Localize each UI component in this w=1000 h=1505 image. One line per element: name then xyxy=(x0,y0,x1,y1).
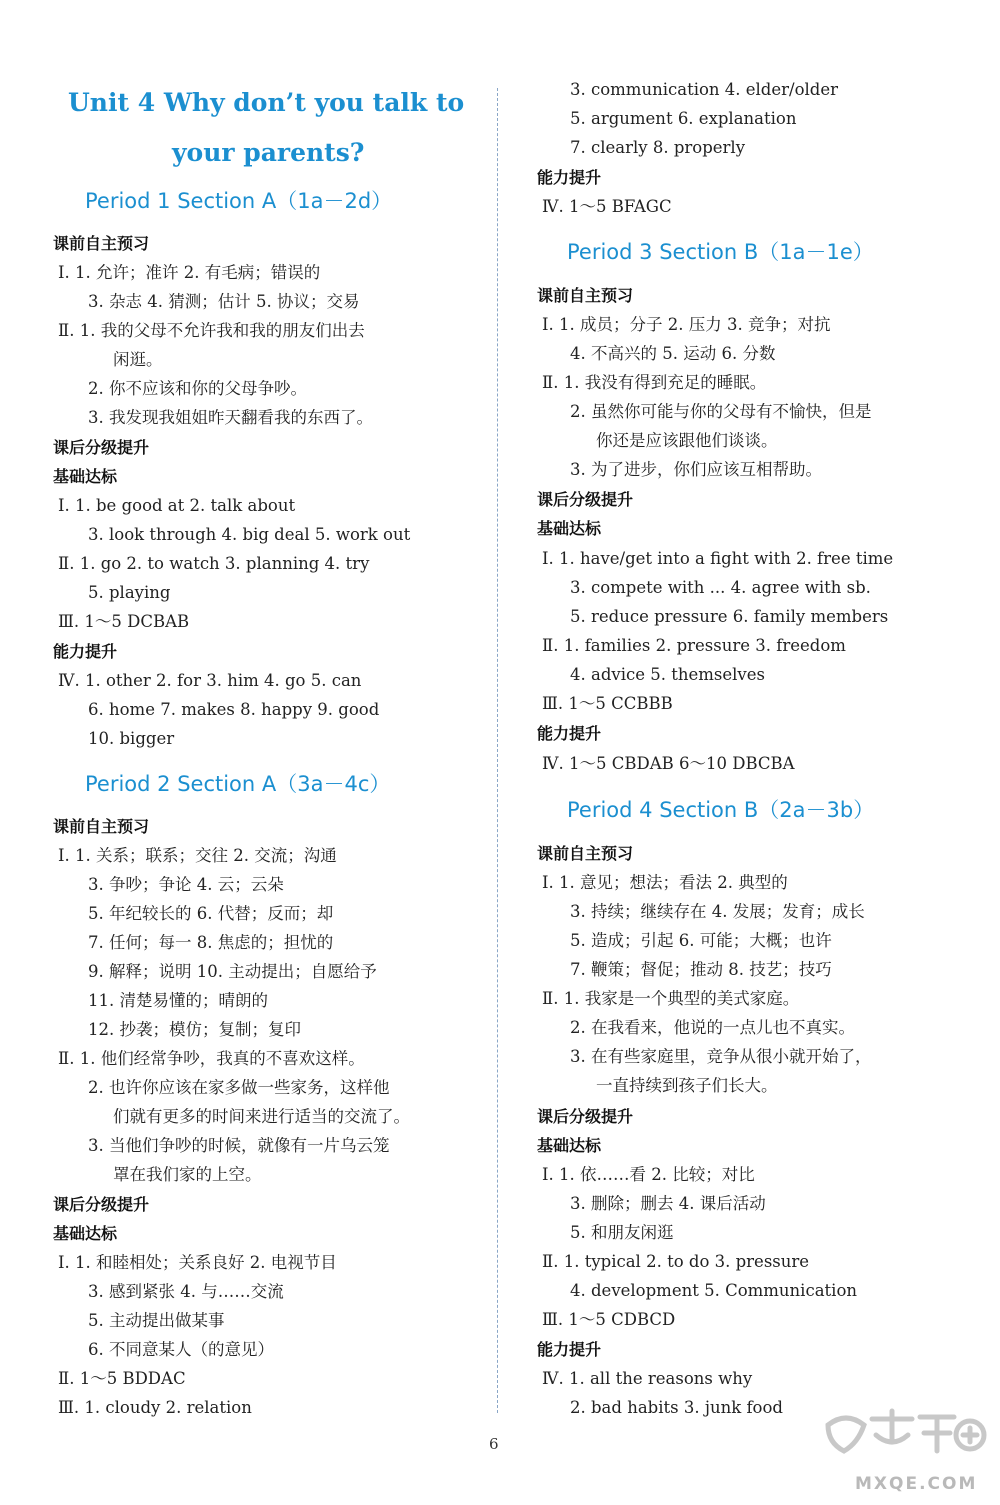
answer-line: 罩在我们家的上空。 xyxy=(113,1165,262,1184)
ability-heading: 能力提升 xyxy=(537,1340,602,1359)
answer-line: 7. 任何；每一 8. 焦虑的；担忧的 xyxy=(88,933,334,952)
answer-line: 3. compete with ... 4. agree with sb. xyxy=(570,578,871,597)
answer-line: 3. 我发现我姐姐昨天翻看我的东西了。 xyxy=(88,408,373,427)
answer-line: 7. clearly 8. properly xyxy=(570,138,746,157)
answer-line: 6. home 7. makes 8. happy 9. good xyxy=(88,700,380,719)
answer-line: 2. 你不应该和你的父母争吵。 xyxy=(88,379,307,398)
answer-line: 3. 持续；继续存在 4. 发展；发育；成长 xyxy=(570,902,865,921)
answer-line: 3. 在有些家庭里，竞争从很小就开始了， xyxy=(570,1047,872,1066)
answer-line: 闲逛。 xyxy=(113,350,163,369)
practice-heading: 课后分级提升 xyxy=(53,438,150,457)
unit-title-line-1: Unit 4 Why don’t you talk to xyxy=(68,88,465,117)
answer-line: 一直持续到孩子们长大。 xyxy=(596,1076,778,1095)
ability-heading: 能力提升 xyxy=(537,168,602,187)
answer-line: Ⅱ. 1. 他们经常争吵，我真的不喜欢这样。 xyxy=(58,1049,365,1068)
column-divider xyxy=(497,88,498,1413)
answer-line: Ⅰ. 1. 和睦相处；关系良好 2. 电视节目 xyxy=(58,1253,337,1272)
answer-line: 2. bad habits 3. junk food xyxy=(570,1398,783,1417)
answer-line: 5. argument 6. explanation xyxy=(570,109,797,128)
answer-line: Ⅳ. 1～5 CBDAB 6～10 DBCBA xyxy=(542,754,795,773)
answer-line: Ⅱ. 1～5 BDDAC xyxy=(58,1369,186,1388)
preview-heading: 课前自主预习 xyxy=(53,817,150,836)
period-3-title: Period 3 Section B（1a－1e） xyxy=(567,240,874,264)
watermark-text: MXQE.COM xyxy=(855,1474,978,1494)
basic-heading: 基础达标 xyxy=(53,1224,118,1243)
answer-line: 3. 当他们争吵的时候，就像有一片乌云笼 xyxy=(88,1136,390,1155)
answer-line: Ⅰ. 1. be good at 2. talk about xyxy=(58,496,296,515)
answer-line: 9. 解释；说明 10. 主动提出；自愿给予 xyxy=(88,962,377,981)
answer-line: 3. communication 4. elder/older xyxy=(570,80,839,99)
answer-line: 7. 鞭策；督促；推动 8. 技艺；技巧 xyxy=(570,960,832,979)
answer-line: 3. 感到紧张 4. 与……交流 xyxy=(88,1282,284,1301)
basic-heading: 基础达标 xyxy=(537,1136,602,1155)
answer-line: 10. bigger xyxy=(88,729,175,748)
preview-heading: 课前自主预习 xyxy=(537,844,634,863)
answer-line: Ⅱ. 1. go 2. to watch 3. planning 4. try xyxy=(58,554,370,573)
answer-line: Ⅰ. 1. 关系；联系；交往 2. 交流；沟通 xyxy=(58,846,337,865)
practice-heading: 课后分级提升 xyxy=(537,490,634,509)
page-number: 6 xyxy=(489,1435,499,1453)
answer-line: 12. 抄袭；模仿；复制；复印 xyxy=(88,1020,301,1039)
answer-line: 4. development 5. Communication xyxy=(570,1281,858,1300)
answer-line: Ⅰ. 1. 允许；准许 2. 有毛病；错误的 xyxy=(58,263,321,282)
answer-line: Ⅲ. 1～5 DCBAB xyxy=(58,612,190,631)
period-2-title: Period 2 Section A（3a－4c） xyxy=(85,772,391,796)
answer-line: Ⅲ. 1～5 CDBCD xyxy=(542,1310,676,1329)
preview-heading: 课前自主预习 xyxy=(53,234,150,253)
answer-line: Ⅰ. 1. 成员；分子 2. 压力 3. 竞争；对抗 xyxy=(542,315,831,334)
answer-line: 5. 年纪较长的 6. 代替；反而；却 xyxy=(88,904,334,923)
answer-line: 2. 虽然你可能与你的父母有不愉快，但是 xyxy=(570,402,872,421)
ability-heading: 能力提升 xyxy=(537,724,602,743)
answer-line: 3. 杂志 4. 猜测；估计 5. 协议；交易 xyxy=(88,292,360,311)
answer-line: 3. look through 4. big deal 5. work out xyxy=(88,525,411,544)
answer-line: 们就有更多的时间来进行适当的交流了。 xyxy=(113,1107,410,1126)
answer-line: 4. advice 5. themselves xyxy=(570,665,765,684)
answer-line: 11. 清楚易懂的；晴朗的 xyxy=(88,991,268,1010)
preview-heading: 课前自主预习 xyxy=(537,286,634,305)
answer-line: 3. 争吵；争论 4. 云；云朵 xyxy=(88,875,284,894)
answer-line: Ⅱ. 1. families 2. pressure 3. freedom xyxy=(542,636,846,655)
answer-line: Ⅰ. 1. 依……看 2. 比较；对比 xyxy=(542,1165,755,1184)
ability-heading: 能力提升 xyxy=(53,642,118,661)
answer-line: Ⅰ. 1. 意见；想法；看法 2. 典型的 xyxy=(542,873,788,892)
answer-line: 6. 不同意某人（的意见） xyxy=(88,1340,274,1359)
answer-line: Ⅲ. 1. cloudy 2. relation xyxy=(58,1398,252,1417)
answer-line: 2. 也许你应该在家多做一些家务，这样他 xyxy=(88,1078,390,1097)
answer-line: Ⅲ. 1～5 CCBBB xyxy=(542,694,673,713)
answer-line: Ⅳ. 1. other 2. for 3. him 4. go 5. can xyxy=(58,671,362,690)
answer-line: Ⅱ. 1. 我家是一个典型的美式家庭。 xyxy=(542,989,800,1008)
answer-line: Ⅱ. 1. typical 2. to do 3. pressure xyxy=(542,1252,810,1271)
answer-line: Ⅳ. 1～5 BFAGC xyxy=(542,197,672,216)
answer-line: 5. playing xyxy=(88,583,171,602)
period-4-title: Period 4 Section B（2a－3b） xyxy=(567,798,875,822)
basic-heading: 基础达标 xyxy=(53,467,118,486)
basic-heading: 基础达标 xyxy=(537,519,602,538)
answer-line: 5. 主动提出做某事 xyxy=(88,1311,225,1330)
answer-line: Ⅱ. 1. 我的父母不允许我和我的朋友们出去 xyxy=(58,321,365,340)
practice-heading: 课后分级提升 xyxy=(53,1195,150,1214)
answer-line: 5. reduce pressure 6. family members xyxy=(570,607,889,626)
answer-line: 2. 在我看来，他说的一点儿也不真实。 xyxy=(570,1018,855,1037)
answer-line: Ⅳ. 1. all the reasons why xyxy=(542,1369,753,1388)
period-1-title: Period 1 Section A（1a－2d） xyxy=(85,189,393,213)
answer-line: 3. 为了进步，你们应该互相帮助。 xyxy=(570,460,822,479)
practice-heading: 课后分级提升 xyxy=(537,1107,634,1126)
answer-line: 5. 造成；引起 6. 可能；大概；也许 xyxy=(570,931,832,950)
answer-line: 5. 和朋友闲逛 xyxy=(570,1223,674,1242)
unit-title-line-2: your parents? xyxy=(172,138,365,167)
answer-line: 3. 删除；删去 4. 课后活动 xyxy=(570,1194,766,1213)
answer-line: Ⅰ. 1. have/get into a fight with 2. free time xyxy=(542,549,894,568)
answer-line: 4. 不高兴的 5. 运动 6. 分数 xyxy=(570,344,776,363)
answer-line: 你还是应该跟他们谈谈。 xyxy=(596,431,778,450)
answer-line: Ⅱ. 1. 我没有得到充足的睡眠。 xyxy=(542,373,767,392)
